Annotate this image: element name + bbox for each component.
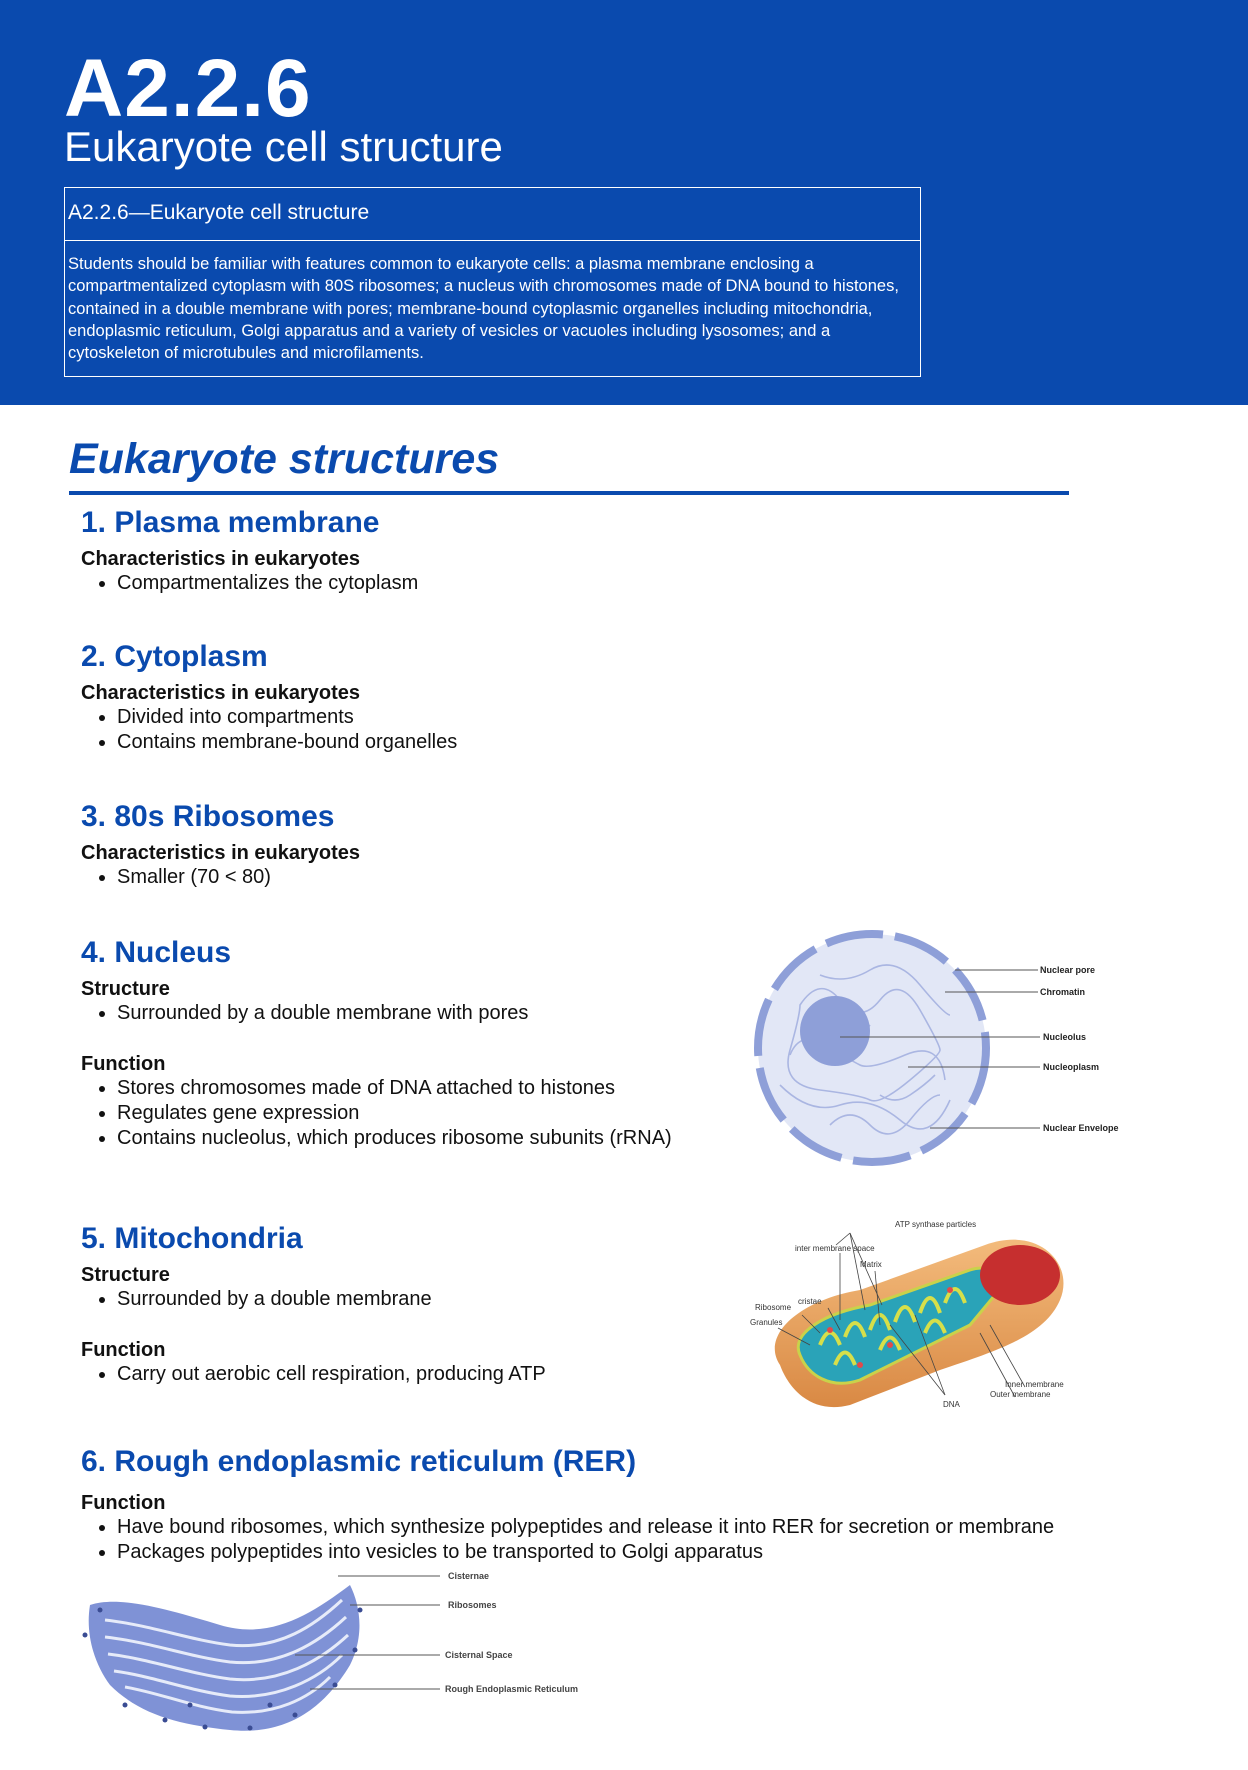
list-item: • Stores chromosomes made of DNA attached to histones (117, 1076, 672, 1101)
subheading: Characteristics in eukaryotes (81, 842, 361, 864)
section-heading: 2. Cytoplasm (81, 640, 268, 673)
label-cisternae: Cisternae (448, 1571, 490, 1581)
label-nucleolus: Nucleolus (1043, 1032, 1087, 1042)
label-cristae: cristae (798, 1297, 822, 1306)
subheading: Structure (81, 978, 170, 1000)
list-item: • Compartmentalizes the cytoplasm (117, 571, 418, 596)
label-atp-synthase: ATP synthase particles (895, 1220, 977, 1229)
list-item: • Packages polypeptides into vesicles to be transported to Golgi apparatus (117, 1540, 1054, 1565)
nucleolus-shape (800, 996, 870, 1066)
cut-face-shape (980, 1245, 1060, 1305)
label-nuclear-envelope: Nuclear Envelope (1043, 1123, 1119, 1133)
list-item: • Regulates gene expression (117, 1101, 672, 1126)
section-heading: 5. Mitochondria (81, 1222, 303, 1255)
label-inner-membrane: Inner membrane (1005, 1380, 1064, 1389)
header-banner (0, 0, 1248, 405)
bullet-list (81, 705, 457, 755)
list-item: • Surrounded by a double membrane (117, 1287, 546, 1312)
label-granules: Granules (750, 1318, 783, 1327)
list-item: • Contains nucleolus, which produces ribosome subunits (rRNA) (117, 1126, 672, 1151)
label-dna: DNA (943, 1400, 960, 1409)
rer-diagram (80, 1565, 600, 1745)
bullet-list (81, 1515, 1054, 1565)
section-ribosomes (81, 802, 360, 890)
label-nucleoplasm: Nucleoplasm (1043, 1062, 1100, 1072)
page-code: A2.2.6 (64, 43, 312, 134)
bullet-list (81, 1362, 546, 1387)
subheading: Function (81, 1492, 166, 1514)
label-matrix: Matrix (860, 1260, 882, 1269)
section-heading: 1. Plasma membrane (81, 506, 380, 539)
label-ribosome: Ribosome (755, 1303, 792, 1312)
section-mitochondria (81, 1224, 546, 1387)
section-cytoplasm (81, 642, 457, 755)
list-item: • Smaller (70 < 80) (117, 865, 360, 890)
spec-box (64, 187, 921, 377)
mitochondria-diagram (740, 1215, 1080, 1420)
section-title: Eukaryote structures (69, 435, 500, 483)
subheading: Characteristics in eukaryotes (81, 682, 361, 704)
subheading: Characteristics in eukaryotes (81, 548, 361, 570)
section-heading: 6. Rough endoplasmic reticulum (RER) (81, 1445, 637, 1478)
label-rough-er: Rough Endoplasmic Reticulum (445, 1684, 579, 1694)
list-item: • Surrounded by a double membrane with pores (117, 1001, 672, 1026)
bullet-list (81, 1287, 546, 1312)
section-divider (69, 491, 1069, 495)
spec-heading: A2.2.6—Eukaryote cell structure (65, 188, 920, 241)
spec-text: Students should be familiar with features common to eukaryote cells: a plasma membrane enclosing a compartmentalized cytoplasm with 80S ribosomes; a nucleus with chromosomes made of DNA bound to histones, contained in a double membrane with pores; membrane-bound cytoplasmic organelles including mitochondria, endoplasmic reticulum, Golgi apparatus and a variety of vesicles or vacuoles including lysosomes; and a cytoskeleton of microtubules and microfilaments. (68, 255, 899, 363)
label-intermembrane-space: inter membrane space (795, 1244, 875, 1253)
subheading: Function (81, 1053, 166, 1075)
label-chromatin: Chromatin (1040, 987, 1085, 997)
nucleus-diagram (740, 925, 1120, 1175)
section-nucleus (81, 938, 672, 1151)
label-outer-membrane: Outer membrane (990, 1390, 1051, 1399)
bullet-list (81, 1076, 672, 1151)
list-item: • Have bound ribosomes, which synthesize polypeptides and release it into RER for secretion or membrane (117, 1515, 1054, 1540)
section-rer (81, 1447, 1054, 1565)
section-heading: 3. 80s Ribosomes (81, 800, 335, 833)
list-item: • Carry out aerobic cell respiration, producing ATP (117, 1362, 546, 1387)
list-item: • Contains membrane-bound organelles (117, 730, 457, 755)
label-cisternal-space: Cisternal Space (445, 1650, 513, 1660)
bullet-list (81, 1001, 672, 1026)
list-item: • Divided into compartments (117, 705, 457, 730)
subheading: Structure (81, 1264, 170, 1286)
section-plasma-membrane (81, 508, 418, 596)
label-nuclear-pore: Nuclear pore (1040, 965, 1096, 975)
bullet-list (81, 571, 418, 596)
subheading: Function (81, 1339, 166, 1361)
label-ribosomes: Ribosomes (448, 1600, 497, 1610)
page-subtitle: Eukaryote cell structure (64, 123, 503, 170)
bullet-list (81, 865, 360, 890)
section-heading: 4. Nucleus (81, 936, 232, 969)
